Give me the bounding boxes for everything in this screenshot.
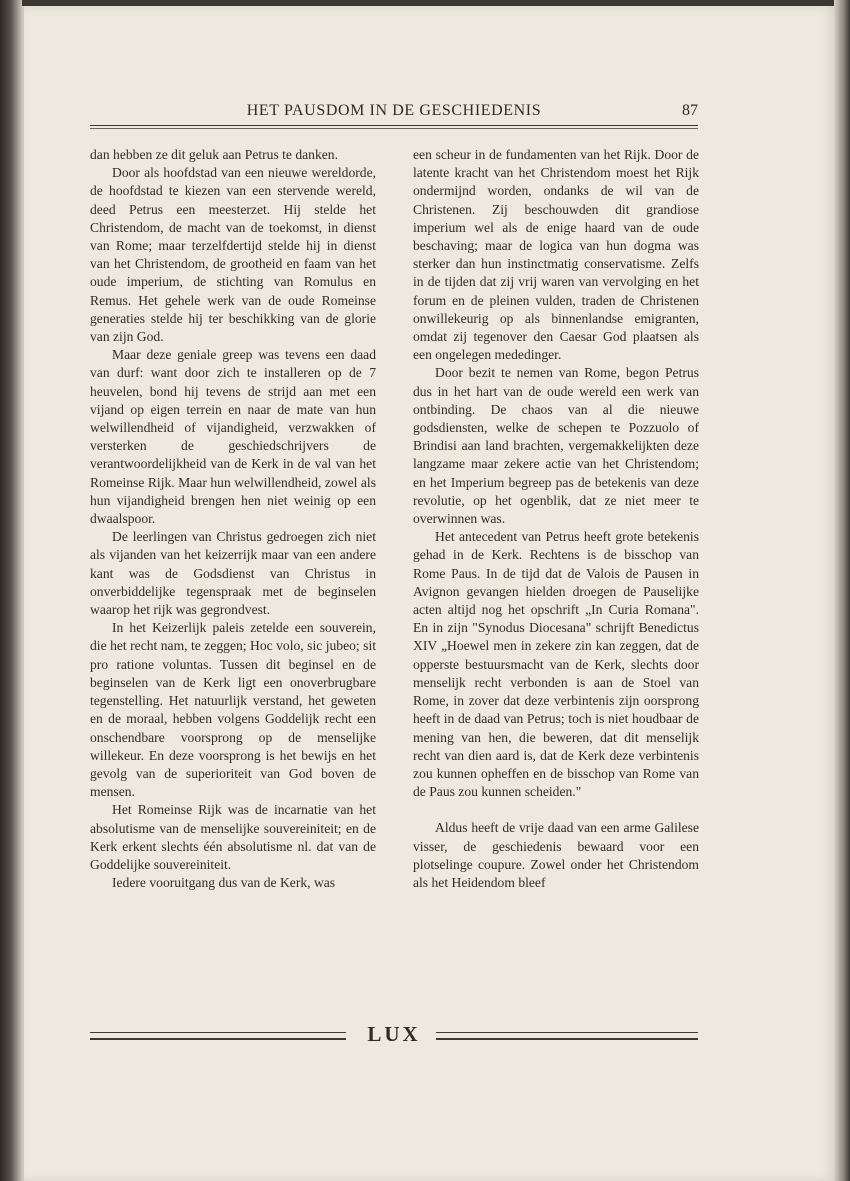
footer-rule-left <box>90 1032 346 1040</box>
paragraph: Iedere vooruitgang dus van de Kerk, was <box>112 875 336 891</box>
page-number: 87 <box>682 102 698 119</box>
right-column <box>413 146 699 892</box>
paragraph: De leerlingen van Christus gedroegen zich niet als vijanden van het keizerrijk maar van een andere kant was de Godsdienst van Christus in onverbiddelijke tegenspraak met de beginselen waarop het rijk was gegrondvest. <box>90 529 376 618</box>
footer-mark: LUX <box>367 1022 421 1046</box>
header-rule <box>90 125 698 126</box>
paragraph: Het Romeinse Rijk was de incarnatie van het absolutisme van de menselijke souvereiniteit; en de Kerk erkent slechts één absolutisme nl. dat van de Goddelijke souvereiniteit. <box>90 802 376 872</box>
paragraph: Aldus heeft de vrije daad van een arme Galilese visser, de geschiedenis bewaard voor een plotselinge coupure. Zowel onder het Christendom als het Heidendom bleef <box>413 820 699 890</box>
paragraph: Door bezit te nemen van Rome, begon Petrus dus in het hart van de oude wereld een werk van ontbinding. De chaos van al die nieuwe godsdiensten, welke de schepen te Pozzuolo of Brindisi aan land brachten, vergemakkelijkten deze langzame maar zekere actie van het Christendom; en het Imperium begreep pas de betekenis van deze revolutie, op het ogenblik, dat ze niet meer te overwinnen was. <box>413 365 699 527</box>
left-column <box>90 146 376 892</box>
paragraph: dan hebben ze dit geluk aan Petrus te danken. <box>90 147 338 162</box>
header-rule-thin <box>90 128 698 129</box>
running-title: HET PAUSDOM IN DE GESCHIEDENIS <box>246 102 542 119</box>
paragraph: In het Keizerlijk paleis zetelde een souverein, die het recht nam, te zeggen; Hoc volo, sic jubeo; sit pro ratione voluntas. Tussen dit beginsel en de beginselen van de Kerk ligt een onoverbrugbare tegenstelling. Het natuurlijk verstand, het geweten en de moraal, hebben volgens Goddelijk recht een onschendbare voorsprong op de menselijke willekeur. En deze voorsprong is het bewijs en het gevolg van de superioriteit van God boven de mensen. <box>90 620 376 800</box>
paragraph: Het antecedent van Petrus heeft grote betekenis gehad in de Kerk. Rechtens is de bisschop van Rome Paus. In de tijd dat de Valois de Pausen in Avignon gevangen hielden droegen de Pauselijke acten altijd nog het opschrift „In Curia Romana". En in zijn "Synodus Diocesana" schrijft Benedictus XIV „Hoewel men in zekere zin kan zeggen, dat de opperste bestuursmacht van de Kerk, slechts door menselijk recht verbonden is aan de Stoel van Rome, in zover dat deze verbintenis zijn oorsprong heeft in de daad van Petrus; toch is niet houdbaar de mening van hen, die beweren, dat dit menselijk recht van dien aard is, dat de Kerk deze verbintenis zou kunnen opheffen en de bisschop van Rome van de Paus zou kunnen scheiden." <box>413 529 699 800</box>
footer-rule-right <box>436 1032 698 1040</box>
running-header <box>90 102 698 124</box>
paragraph: een scheur in de fundamenten van het Rijk. Door de latente kracht van het Christendom moest het Rijk ondermijnd worden, ondanks de wil van de Christenen. Zij beschouwden dit grandiose imperium wel als de enige haard van de oude beschaving; maar de logica van hun dogma was sterker dan hun instinctmatig conservatisme. Zelfs in de tijden dat zij vrij waren van vervolging en het forum en de pleinen vulden, traden de Christenen onwillekeurig op als binnenlandse emigranten, omdat zij tegenover den Caesar God plaatsen als een ongelegen mededinger. <box>413 147 699 363</box>
book-spine <box>0 0 22 1181</box>
footer-ornament <box>90 1023 698 1047</box>
page-edge <box>834 0 850 1181</box>
paragraph: Door als hoofdstad van een nieuwe wereldorde, de hoofdstad te kiezen van een stervende wereld, deed Petrus een meesterzet. Hij stelde het Christendom, de macht van de toekomst, in dienst van Rome; maar terzelfdertijd stelde hij in dienst van het Christendom, de grootheid en faam van het oude imperium, de stichting van Romulus en Remus. Het gehele werk van de oude Romeinse generaties stelde hij ter beschikking van de glorie van zijn God. <box>90 165 376 345</box>
paragraph: Maar deze geniale greep was tevens een daad van durf: want door zich te installeren op de 7 heuvelen, bond hij tevens de strijd aan met een vijand op eigen terrein en naar de mate van hun welwillendheid of vijandigheid, verzwakken of versterken de geschiedschrijvers de verantwoordelijkheid van de Kerk in de val van het Romeinse Rijk. Maar hun welwillendheid, zowel als hun vijandigheid brengen hen niet weinig op een dwaalspoor. <box>90 347 376 527</box>
